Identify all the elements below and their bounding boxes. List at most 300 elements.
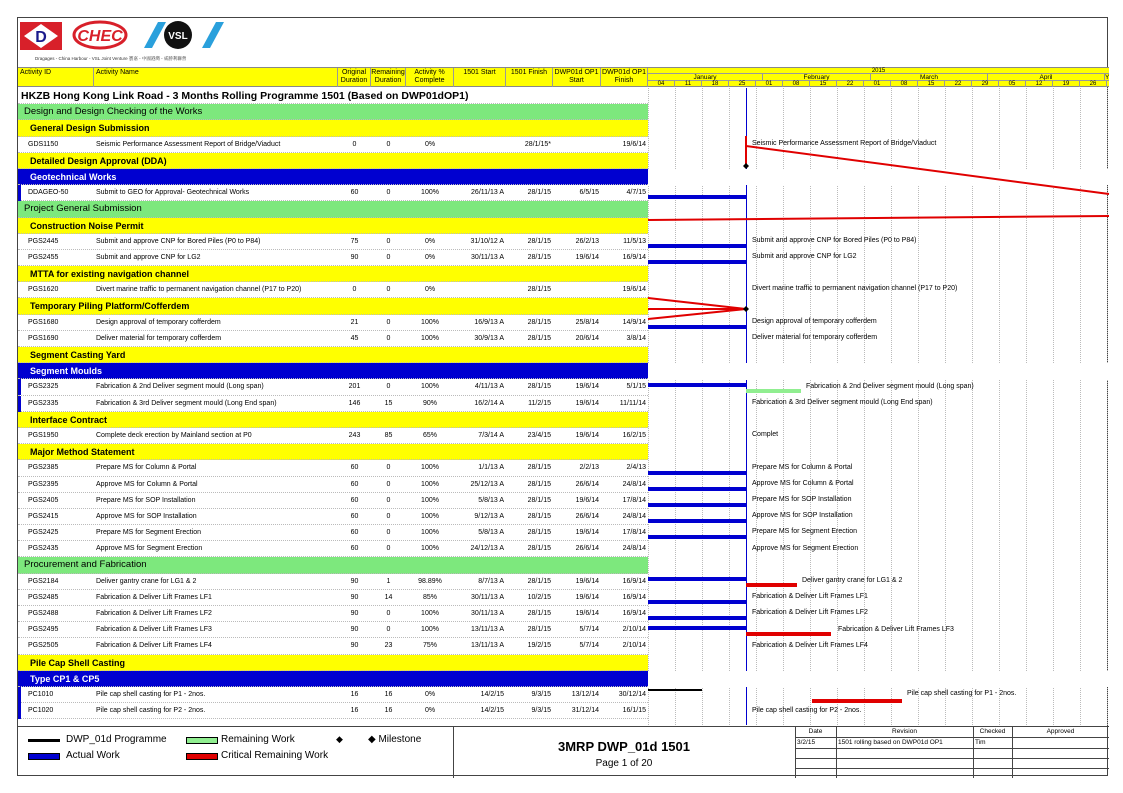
remaining-duration: 0 xyxy=(386,140,391,148)
activity-pct: 100% xyxy=(421,626,439,634)
op1-start: 19/6/14 xyxy=(575,529,599,537)
week-label: 29 xyxy=(972,81,999,87)
start-date: 1/1/13 A xyxy=(478,464,504,472)
activity-id: PGS2405 xyxy=(28,496,59,504)
start-date: 31/10/12 A xyxy=(470,237,504,245)
activity-name: Fabrication & Deliver Lift Frames LF2 xyxy=(96,610,212,617)
gantt-bar-label: Fabrication & Deliver Lift Frames LF4 xyxy=(752,641,868,649)
section-l2 xyxy=(18,444,648,460)
section-title: Geotechnical Works xyxy=(30,171,117,182)
remaining-duration: 0 xyxy=(386,529,391,537)
finish-date: 28/1/15 xyxy=(527,189,551,197)
finish-date: 28/1/15 xyxy=(527,480,551,488)
document-title: 3MRP DWP_01d 1501 xyxy=(558,739,690,754)
original-duration: 60 xyxy=(350,512,359,520)
op1-start: 19/6/14 xyxy=(575,593,599,601)
activity-pct: 100% xyxy=(421,189,439,197)
activity-name: Fabrication & 3rd Deliver segment mould (Long End span) xyxy=(96,399,277,407)
op1-finish: 24/8/14 xyxy=(622,480,646,488)
activity-id: PGS2495 xyxy=(28,626,59,634)
activity-row[interactable] xyxy=(18,574,648,590)
activity-row[interactable] xyxy=(18,185,648,201)
section-title: Temporary Piling Platform/Cofferdem xyxy=(30,301,190,312)
activity-name: Prepare MS for SOP Installation xyxy=(96,496,196,504)
week-label: 11 xyxy=(675,81,702,87)
activity-row[interactable] xyxy=(18,331,648,347)
section-title: Segment Casting Yard xyxy=(30,350,126,360)
remaining-duration: 0 xyxy=(386,237,391,245)
activity-id: PGS2184 xyxy=(28,577,59,585)
activity-pct: 100% xyxy=(421,512,439,520)
start-date: 5/8/13 A xyxy=(478,529,504,537)
activity-id: PGS2425 xyxy=(28,529,59,537)
remaining-duration: 0 xyxy=(386,545,391,553)
remaining-duration: 0 xyxy=(386,464,391,472)
month-january: January xyxy=(648,74,763,81)
op1-finish: 3/8/14 xyxy=(626,334,646,342)
activity-row[interactable] xyxy=(18,638,648,654)
op1-start: 19/6/14 xyxy=(575,431,599,439)
activity-pct: 0% xyxy=(424,286,436,294)
gantt-bar-label: Submit and approve CNP for Bored Piles (P0 to P84) xyxy=(752,236,917,244)
gantt-bar-label: Prepare MS for SOP Installation xyxy=(752,496,852,503)
section-l3 xyxy=(18,169,648,185)
op1-start: 2/2/13 xyxy=(579,464,599,472)
remaining-duration: 0 xyxy=(386,286,391,294)
start-date xyxy=(454,137,504,153)
activity-row[interactable] xyxy=(18,396,648,412)
activity-pct: 0% xyxy=(424,690,436,698)
activity-name: Seismic Performance Assessment Report of Bridge/Viaduct xyxy=(96,140,281,148)
remaining-duration: 16 xyxy=(384,707,393,715)
activity-row[interactable] xyxy=(18,477,648,493)
rev-header-approved: Approved xyxy=(1046,728,1075,735)
finish-date: 28/1/15 xyxy=(527,237,551,245)
activity-row[interactable] xyxy=(18,525,648,541)
op1-start: 5/7/14 xyxy=(579,642,599,650)
footer xyxy=(18,726,1109,777)
activity-row[interactable] xyxy=(18,428,648,444)
activity-name: Submit and approve CNP for LG2 xyxy=(96,253,201,261)
remaining-duration: 0 xyxy=(386,496,391,504)
original-duration: 90 xyxy=(350,253,359,261)
activity-row[interactable] xyxy=(18,137,648,153)
gantt-bar-label: Fabrication & Deliver Lift Frames LF2 xyxy=(752,609,868,617)
start-date: 26/11/13 A xyxy=(471,189,504,197)
row-accent xyxy=(18,687,21,703)
remaining-duration: 0 xyxy=(386,480,391,488)
col-finish: 1501 Finish xyxy=(506,68,553,87)
activity-pct: 100% xyxy=(421,318,439,326)
activity-row[interactable] xyxy=(18,541,648,557)
op1-start: 5/7/14 xyxy=(579,626,599,634)
op1-start xyxy=(553,282,599,298)
start-date: 14/2/15 xyxy=(480,690,504,698)
week-label: 05 xyxy=(999,81,1026,87)
legend-programme-swatch xyxy=(28,739,60,742)
gantt-chart xyxy=(648,88,1109,725)
week-label: 01 xyxy=(864,81,891,87)
week-label: 08 xyxy=(891,81,918,87)
section-l3 xyxy=(18,671,648,687)
col-start: 1501 Start xyxy=(454,68,506,87)
activity-id: PGS2325 xyxy=(28,383,59,391)
activity-row[interactable] xyxy=(18,282,648,298)
page-number: Page 1 of 20 xyxy=(595,758,653,769)
week-label: 26 xyxy=(1080,81,1107,87)
remaining-duration: 23 xyxy=(384,642,393,650)
op1-start: 26/6/14 xyxy=(575,512,599,520)
start-date: 24/12/13 A xyxy=(470,545,504,553)
activity-row[interactable] xyxy=(18,606,648,622)
op1-finish: 16/9/14 xyxy=(622,593,646,601)
activity-name: Fabrication & Deliver Lift Frames LF1 xyxy=(96,593,212,601)
activity-pct: 100% xyxy=(421,334,439,342)
original-duration: 75 xyxy=(350,237,359,245)
op1-finish: 24/8/14 xyxy=(622,545,646,553)
finish-date: 11/2/15 xyxy=(528,399,551,407)
finish-date: 9/3/15 xyxy=(531,707,551,715)
activity-id: PGS1680 xyxy=(28,318,59,326)
activity-name: Divert marine traffic to permanent navigation channel (P17 to P20) xyxy=(96,286,302,294)
activity-id: PGS2505 xyxy=(28,642,59,650)
op1-finish: 16/9/14 xyxy=(622,577,646,585)
original-duration: 90 xyxy=(350,577,359,585)
activity-name: Fabrication & Deliver Lift Frames LF3 xyxy=(96,626,212,634)
activity-pct: 100% xyxy=(421,529,439,537)
remaining-duration: 0 xyxy=(386,626,391,634)
row-accent xyxy=(18,396,21,412)
gantt-bar-label: Prepare MS for Column & Portal xyxy=(752,463,853,471)
section-l2 xyxy=(18,655,648,671)
col-activity-id: Activity ID xyxy=(18,68,94,87)
op1-start: 6/5/15 xyxy=(579,189,599,197)
finish-date: 9/3/15 xyxy=(531,690,551,698)
activity-row[interactable] xyxy=(18,509,648,525)
gantt-bar-label: Submit and approve CNP for LG2 xyxy=(752,253,857,260)
start-date: 16/9/13 A xyxy=(474,318,504,326)
month-edge: Y xyxy=(1105,74,1110,81)
gantt-bar-label: Pile cap shell casting for P1 - 2nos. xyxy=(907,690,1017,698)
activity-id: PGS2455 xyxy=(28,253,59,261)
original-duration: 60 xyxy=(350,545,359,553)
original-duration: 60 xyxy=(350,496,359,504)
remaining-duration: 85 xyxy=(384,431,393,439)
gantt-bar-label: Pile cap shell casting for P2 - 2nos. xyxy=(752,706,862,714)
row-accent xyxy=(18,379,21,395)
week-label: 15 xyxy=(810,81,837,87)
original-duration: 60 xyxy=(350,464,359,472)
finish-date: 28/1/15* xyxy=(524,140,551,148)
finish-date: 19/2/15 xyxy=(527,642,551,650)
activity-pct: 100% xyxy=(421,496,439,504)
original-duration: 60 xyxy=(350,189,359,197)
activity-pct: 0% xyxy=(424,707,436,715)
gantt-bar-label: Deliver material for temporary cofferdem xyxy=(752,334,878,341)
original-duration: 60 xyxy=(350,480,359,488)
activity-row[interactable] xyxy=(18,250,648,266)
start-date: 14/2/15 xyxy=(480,707,504,715)
finish-date: 28/1/15 xyxy=(527,577,551,585)
op1-start: 19/6/14 xyxy=(575,610,599,617)
week-label: 22 xyxy=(837,81,864,87)
activity-id: PGS1620 xyxy=(28,286,59,294)
finish-date: 28/1/15 xyxy=(527,512,551,520)
finish-date: 28/1/15 xyxy=(527,529,551,537)
op1-finish: 11/11/14 xyxy=(619,399,646,407)
original-duration: 0 xyxy=(352,286,357,294)
section-title: General Design Submission xyxy=(30,123,150,134)
rev-header-revision: Revision xyxy=(892,728,917,735)
remaining-duration: 0 xyxy=(386,610,391,617)
op1-finish: 2/10/14 xyxy=(622,626,646,634)
section-title: HKZB Hong Kong Link Road - 3 Months Rolling Programme 1501 (Based on DWP01dOP1) xyxy=(21,90,469,102)
finish-date: 28/1/15 xyxy=(527,464,551,472)
week-label: 01 xyxy=(756,81,783,87)
op1-start xyxy=(553,137,599,153)
start-date: 13/11/13 A xyxy=(471,626,504,634)
finish-date: 28/1/15 xyxy=(527,383,551,391)
section-title: Construction Noise Permit xyxy=(30,220,144,231)
activity-name: Approve MS for Column & Portal xyxy=(96,480,198,488)
original-duration: 90 xyxy=(350,626,359,634)
op1-start: 19/6/14 xyxy=(575,383,599,391)
col-activity-name: Activity Name xyxy=(94,68,338,87)
section-title: Pile Cap Shell Casting xyxy=(30,657,126,668)
op1-start: 20/6/14 xyxy=(575,334,599,342)
activity-row[interactable] xyxy=(18,460,648,476)
activity-pct: 100% xyxy=(421,610,439,617)
remaining-duration: 0 xyxy=(386,318,391,326)
section-title: Type CP1 & CP5 xyxy=(30,673,100,684)
row-accent xyxy=(18,703,21,719)
remaining-duration: 0 xyxy=(386,189,391,197)
relationship-line xyxy=(648,309,746,319)
start-date: 30/11/13 A xyxy=(471,253,504,261)
op1-start: 31/12/14 xyxy=(571,707,599,715)
original-duration: 201 xyxy=(348,383,361,391)
activity-id: DDAGEO-50 xyxy=(28,189,69,197)
op1-finish: 30/12/14 xyxy=(618,690,646,698)
op1-finish: 16/1/15 xyxy=(622,707,646,715)
gantt-bar-label: Deliver gantry crane for LG1 & 2 xyxy=(802,577,903,584)
rev-description: 1501 rolling based on DWP01d OP1 xyxy=(838,739,943,746)
activity-id: PGS2415 xyxy=(28,512,59,520)
gantt-bar-label: Divert marine traffic to permanent navigation channel (P17 to P20) xyxy=(752,285,958,293)
activity-pct: 90% xyxy=(422,399,437,407)
legend-actual-swatch xyxy=(28,753,60,760)
section-l3 xyxy=(18,363,648,379)
week-label: 12 xyxy=(1026,81,1053,87)
week-label: 08 xyxy=(783,81,810,87)
week-label: 22 xyxy=(945,81,972,87)
milestone-marker xyxy=(743,306,749,312)
rev-date: 3/2/15 xyxy=(797,739,816,746)
remaining-duration: 16 xyxy=(384,690,393,698)
activity-id: PGS2485 xyxy=(28,593,59,601)
week-label: 19 xyxy=(1053,81,1080,87)
remaining-duration: 0 xyxy=(386,383,391,391)
gantt-bar-label: Prepare MS for Segment Erection xyxy=(752,528,858,536)
start-date: 4/11/13 A xyxy=(474,383,504,391)
col-original-duration: Original Duration xyxy=(338,68,371,87)
activity-table xyxy=(18,88,648,719)
legend-remaining: Remaining Work xyxy=(221,734,295,745)
rev-checked: Tim xyxy=(975,739,986,746)
logo-d: D xyxy=(35,29,47,46)
activity-id: PGS2445 xyxy=(28,237,59,245)
activity-id: PC1010 xyxy=(28,690,54,698)
original-duration: 90 xyxy=(350,642,359,650)
remaining-duration: 0 xyxy=(386,253,391,261)
logo-area xyxy=(18,18,318,66)
op1-start: 13/12/14 xyxy=(571,690,599,698)
legend-critical: Critical Remaining Work xyxy=(221,750,329,761)
activity-name: Approve MS for SOP Installation xyxy=(96,512,197,520)
relationship-line xyxy=(648,298,746,309)
activity-row[interactable] xyxy=(18,622,648,638)
relationship-line xyxy=(746,146,1109,194)
gantt-bar-label: Design approval of temporary cofferdem xyxy=(752,317,877,325)
op1-finish: 16/9/14 xyxy=(622,253,646,261)
activity-pct: 75% xyxy=(422,642,437,650)
activity-id: GDS1150 xyxy=(28,140,59,148)
gantt-bar-label: Approve MS for Segment Erection xyxy=(752,544,859,552)
logo-vsl: VSL xyxy=(168,31,188,42)
activity-name: Deliver gantry crane for LG1 & 2 xyxy=(96,577,197,585)
milestone-marker xyxy=(743,163,749,169)
gantt-bar-label: Fabrication & Deliver Lift Frames LF1 xyxy=(752,593,868,601)
timeline-year: 2015 xyxy=(648,68,1109,74)
finish-date: 28/1/15 xyxy=(527,545,551,553)
section-title: MTTA for existing navigation channel xyxy=(30,269,190,280)
original-duration: 146 xyxy=(348,399,361,407)
section-l2 xyxy=(18,347,648,363)
rev-header-date: Date xyxy=(808,728,823,735)
start-date xyxy=(454,282,504,298)
original-duration: 90 xyxy=(350,593,359,601)
section-title: Procurement and Fabrication xyxy=(24,559,147,571)
gantt-bar-label: Complet xyxy=(752,431,779,439)
activity-name: Submit and approve CNP for Bored Piles (P0 to P84) xyxy=(96,237,261,245)
op1-finish: 19/6/14 xyxy=(622,286,646,294)
remaining-duration: 0 xyxy=(386,512,391,520)
activity-row[interactable] xyxy=(18,703,648,719)
section-l1 xyxy=(18,104,648,120)
finish-date: 10/2/15 xyxy=(527,593,551,601)
op1-finish: 2/10/14 xyxy=(622,642,646,650)
activity-id: PGS2335 xyxy=(28,399,59,407)
activity-row[interactable] xyxy=(18,687,648,703)
finish-date: 28/1/15 xyxy=(527,286,551,294)
section-l1 xyxy=(18,557,648,573)
activity-pct: 100% xyxy=(421,383,439,391)
original-duration: 243 xyxy=(348,431,361,439)
op1-finish: 16/9/14 xyxy=(622,610,646,617)
rev-header-checked: Checked xyxy=(979,728,1006,735)
activity-name: Complete deck erection by Mainland section at P0 xyxy=(96,431,252,439)
op1-finish: 14/9/14 xyxy=(622,318,646,326)
remaining-duration: 1 xyxy=(386,577,391,585)
start-date: 25/12/13 A xyxy=(470,480,504,488)
op1-finish: 17/8/14 xyxy=(622,529,646,537)
activity-id: PC1020 xyxy=(28,707,54,715)
section-proj xyxy=(18,88,648,104)
activity-name: Design approval of temporary cofferdem xyxy=(96,318,221,326)
activity-name: Submit to GEO for Approval- Geotechnical Works xyxy=(96,189,250,197)
start-date: 9/12/13 A xyxy=(474,512,504,520)
activity-id: PGS2435 xyxy=(28,545,59,553)
gantt-bar-label: Fabrication & 2nd Deliver segment mould (Long span) xyxy=(806,382,974,390)
op1-finish: 11/5/13 xyxy=(623,237,646,245)
activity-name: Prepare MS for Segment Erection xyxy=(96,529,202,537)
section-title: Major Method Statement xyxy=(30,447,135,458)
op1-start: 26/6/14 xyxy=(575,545,599,553)
finish-date: 28/1/15 xyxy=(527,626,551,634)
original-duration: 21 xyxy=(350,318,359,326)
start-date: 16/2/14 A xyxy=(474,399,504,407)
activity-row[interactable] xyxy=(18,234,648,250)
legend-remaining-swatch xyxy=(186,737,218,744)
page-frame xyxy=(17,17,1108,776)
month-april: April xyxy=(988,74,1105,81)
section-l1 xyxy=(18,201,648,217)
op1-finish: 2/4/13 xyxy=(626,464,646,472)
finish-date: 28/1/15 xyxy=(527,496,551,504)
original-duration: 60 xyxy=(350,529,359,537)
op1-finish: 5/1/15 xyxy=(626,383,646,391)
company-logos xyxy=(18,18,278,58)
remaining-duration: 0 xyxy=(386,334,391,342)
activity-id: PGS2395 xyxy=(28,480,59,488)
activity-row[interactable] xyxy=(18,315,648,331)
op1-start: 19/6/14 xyxy=(575,577,599,585)
col-remaining-duration: Remaining Duration xyxy=(371,68,406,87)
start-date: 30/11/13 A xyxy=(471,593,504,601)
legend-critical-swatch xyxy=(186,753,218,760)
col-activity-pct: Activity % Complete xyxy=(406,68,454,87)
timeline-header xyxy=(648,68,1109,87)
start-date: 5/8/13 A xyxy=(478,496,504,504)
legend-milestone-symbol: ◆ xyxy=(336,734,343,744)
finish-date: 28/1/15 xyxy=(527,318,551,326)
op1-start: 19/6/14 xyxy=(575,496,599,504)
section-l2 xyxy=(18,218,648,234)
original-duration: 16 xyxy=(350,707,359,715)
activity-row[interactable] xyxy=(18,590,648,606)
start-date: 30/11/13 A xyxy=(471,610,504,617)
activity-row[interactable] xyxy=(18,379,648,395)
op1-finish: 19/6/14 xyxy=(622,140,646,148)
month-march: March xyxy=(871,74,988,81)
op1-finish: 16/2/15 xyxy=(622,431,646,439)
section-l2 xyxy=(18,153,648,169)
start-date: 30/9/13 A xyxy=(474,334,504,342)
gantt-bar-label: Approve MS for SOP Installation xyxy=(752,512,853,520)
original-duration: 0 xyxy=(352,140,357,148)
activity-name: Fabrication & Deliver Lift Frames LF4 xyxy=(96,642,212,650)
activity-name: Prepare MS for Column & Portal xyxy=(96,464,197,472)
start-date: 8/7/13 A xyxy=(478,577,504,585)
activity-row[interactable] xyxy=(18,493,648,509)
activity-pct: 100% xyxy=(421,545,439,553)
col-op1-finish: DWP01d OP1 Finish xyxy=(601,68,648,87)
section-title: Interface Contract xyxy=(30,414,108,425)
section-l2 xyxy=(18,298,648,314)
legend-milestone: ◆ Milestone xyxy=(368,734,422,745)
week-label: 18 xyxy=(702,81,729,87)
activity-id: PGS1690 xyxy=(28,334,59,342)
